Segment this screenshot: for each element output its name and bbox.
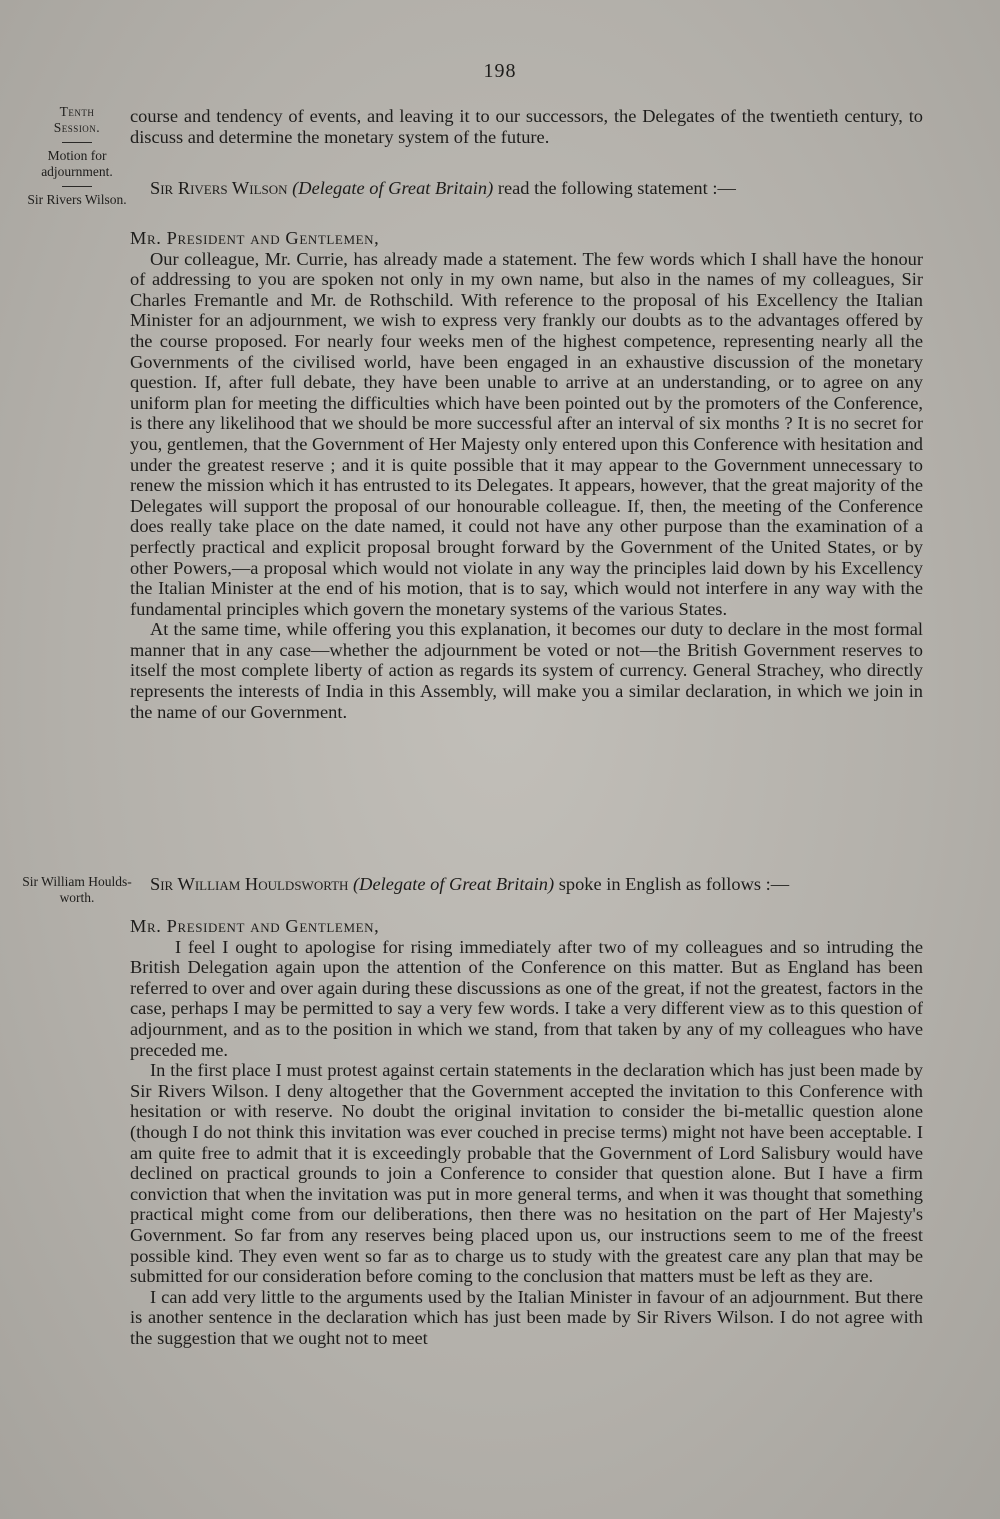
william-intro [130, 874, 923, 895]
william-paragraph-2: In the first place I must protest against certain statements in the declaration which has just been made by Sir Rivers Wilson. I deny altogether that the Government accepted the invitation to this Conference with hesitation or with reserve. No doubt the original invitation to consider the bi-metallic question alone (though I do not think this invitation was ever couched in precise terms) might not have been acceptable. I am quite free to admit that it is exceedingly probable that the Government of Lord Salisbury would have declined on practical grounds to join a Conference to consider that question alone. But I have a firm conviction that when the invitation was put in more general terms, and when it was thought that something practical might come from our deliberations, then there was no hesitation on the part of Her Majesty's Government. So far from any reserves being placed upon us, our instructions seem to me of the freest possible kind. They even went so far as to charge us to study with the greatest care any plan that may be submitted for our consideration before coming to the conclusion that matters must be left as they are. [130, 1060, 923, 1287]
rivers-speaker: Sir Rivers Wilson [150, 178, 288, 198]
margin-motion: Motion for adjournment. [41, 148, 113, 179]
continuation-paragraph: course and tendency of events, and leaving it to our successors, the Delegates of the twentieth century, to discuss and determine the monetary system of the future. [130, 106, 923, 147]
william-role: (Delegate of Great Britain) [353, 874, 555, 894]
william-salutation: Mr. President and Gentlemen, [130, 916, 380, 936]
rivers-intro [130, 178, 923, 199]
margin-note-session [22, 104, 132, 208]
william-speaker: Sir William Houldsworth [150, 874, 349, 894]
william-paragraph-1: I feel I ought to apologise for rising immediately after two of my colleagues and so intruding the British Delegation again upon the attention of the Conference on this matter. But as England has been referred to over and over again during these discussions as one of the great, if not the greatest, factors in the case, perhaps I may be permitted to say a very few words. I take a very different view as to this question of adjournment, and as to the position in which we stand, from that taken by any of my colleagues who have preceded me. [130, 936, 923, 1060]
william-intro-tail: spoke in English as follows :— [558, 874, 790, 894]
margin-note-william [22, 874, 132, 906]
margin-divider [62, 142, 92, 143]
continuation-block [130, 106, 923, 147]
margin-divider [62, 186, 92, 187]
margin-session-line1: Tenth [59, 104, 95, 119]
margin-session-line2: Session. [53, 120, 101, 135]
rivers-intro-line [130, 178, 923, 199]
william-statement [130, 916, 923, 1348]
rivers-salutation: Mr. President and Gentlemen, [130, 228, 380, 248]
william-paragraph-3: I can add very little to the arguments used by the Italian Minister in favour of an adjournment. But there is another sentence in the declaration which has just been made by Sir Rivers Wilson. I do not agree with the suggestion that we ought not to meet [130, 1286, 923, 1348]
page-number: 198 [483, 60, 517, 82]
rivers-statement [130, 228, 923, 722]
margin-rivers: Sir Rivers Wilson. [27, 192, 127, 207]
margin-william: Sir William Houlds-worth. [22, 874, 132, 905]
rivers-paragraph-2: At the same time, while offering you this explanation, it becomes our duty to declare in the most formal manner that in any case—whether the adjournment be voted or not—the British Government reserves to itself the most complete liberty of action as regards its system of currency. General Strachey, who directly represents the interests of India in this Assembly, will make you a similar declaration, in which we join in the name of our Government. [130, 619, 923, 722]
rivers-role: (Delegate of Great Britain) [292, 178, 494, 198]
rivers-paragraph-1: Our colleague, Mr. Currie, has already made a statement. The few words which I shall have the honour of addressing to you are spoken not only in my own name, but also in the names of my colleagues, Sir Charles Fremantle and Mr. de Rothschild. With reference to the proposal of his Excellency the Italian Minister for an adjournment, we wish to express very frankly our doubts as to the advantages offered by the course proposed. For nearly four weeks men of the highest competence, representing nearly all the Governments of the civilised world, have been engaged in an exhaustive discussion of the monetary question. If, after full debate, they have been unable to arrive at an understanding, or to agree on any uniform plan for meeting the difficulties which have been pointed out by the promoters of the Conference, is there any likelihood that we should be more successful after an interval of six months ? It is no secret for you, gentlemen, that the Government of Her Majesty only entered upon this Conference with hesitation and under the greatest reserve ; and it is quite possible that it may appear to the Government unnecessary to renew the mission which it has entrusted to its Delegates. It appears, however, that the great majority of the Delegates will support the proposal of our honourable colleague. If, then, the meeting of the Conference does really take place on the date named, it could not have any other purpose than the examination of a perfectly practical and explicit proposal brought forward by the Government of the United States, or by other Powers,—a proposal which would not violate in any way the principles laid down by his Excellency the Italian Minister at the end of his motion, that is to say, which would not interfere in any way with the fundamental principles which govern the monetary systems of the various States. [130, 248, 923, 619]
rivers-intro-tail: read the following statement :— [497, 178, 736, 198]
william-intro-line [130, 874, 923, 895]
